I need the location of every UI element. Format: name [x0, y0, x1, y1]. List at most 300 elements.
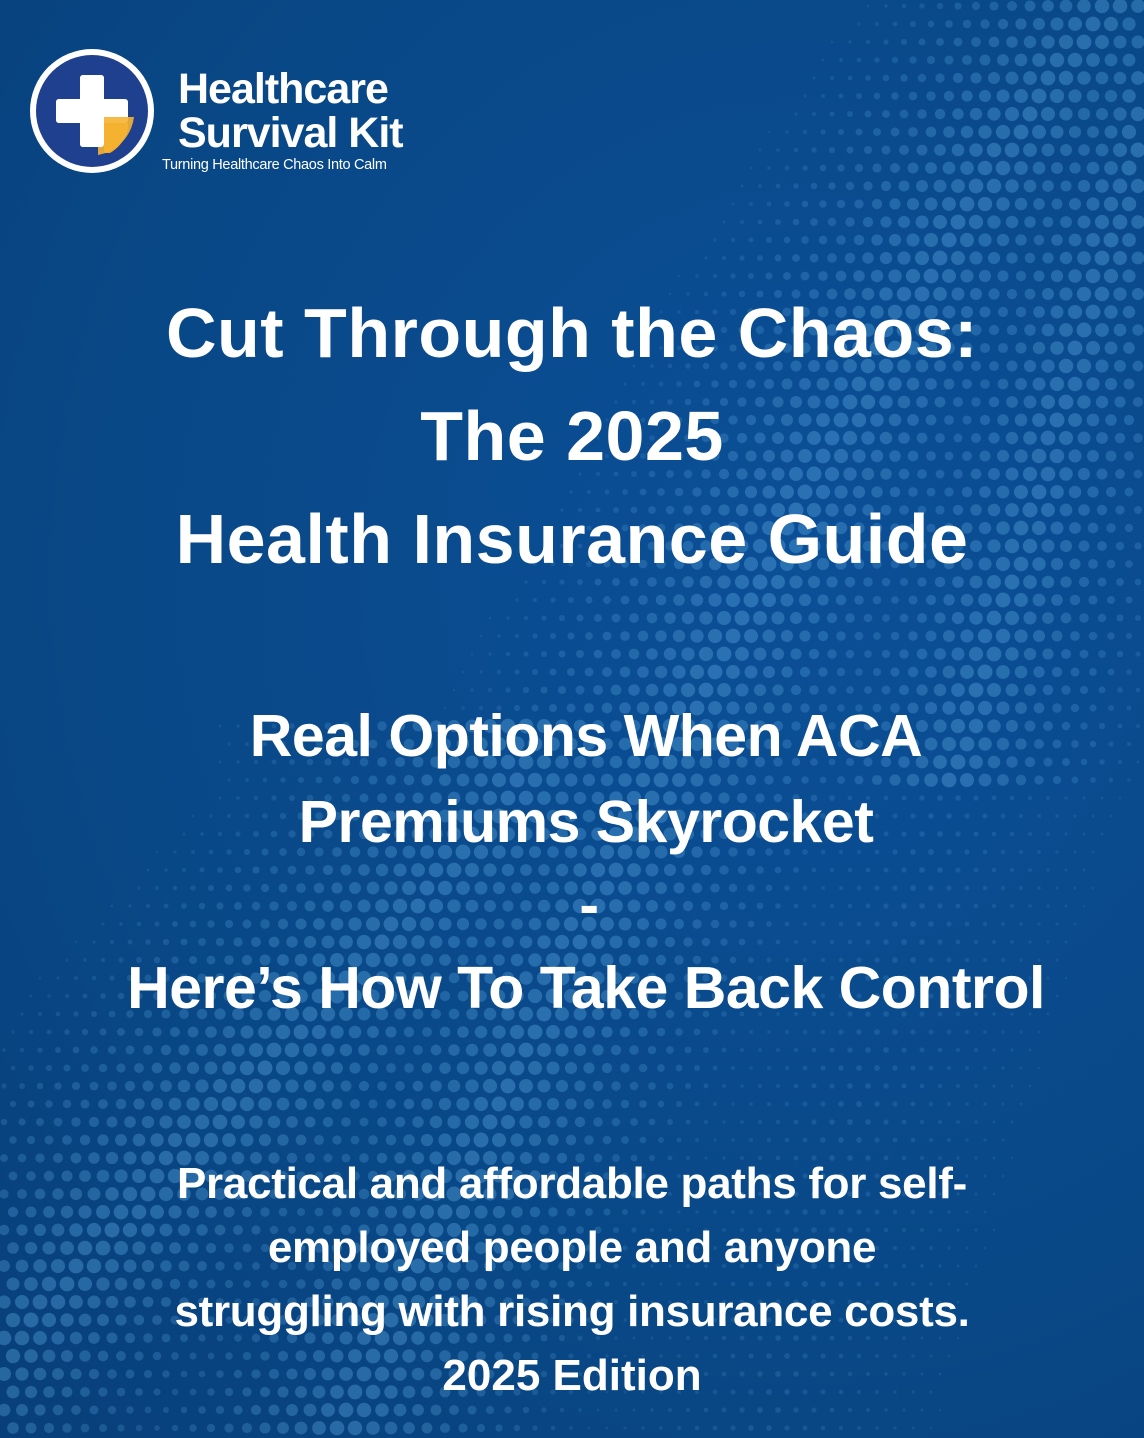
decorative-dot: [546, 1061, 559, 1074]
decorative-dot: [954, 38, 963, 47]
decorative-dot: [603, 632, 612, 641]
decorative-dot: [882, 650, 890, 658]
decorative-dot: [1, 1119, 8, 1126]
decorative-dot: [1070, 595, 1080, 605]
decorative-dot: [655, 630, 667, 642]
decorative-dot: [1059, 71, 1073, 85]
decorative-dot: [771, 611, 784, 624]
decorative-dot: [744, 593, 759, 608]
decorative-dot: [837, 164, 844, 171]
decorative-dot: [655, 666, 667, 678]
decorative-dot: [97, 1134, 108, 1145]
decorative-dot: [783, 272, 791, 280]
decorative-dot: [813, 77, 816, 80]
decorative-dot: [646, 648, 658, 660]
decorative-dot: [430, 1116, 442, 1128]
decorative-dot: [586, 597, 593, 604]
decorative-dot: [594, 650, 603, 659]
decorative-dot: [857, 22, 860, 25]
decorative-dot: [803, 94, 806, 97]
decorative-dot: [951, 215, 966, 230]
decorative-dot: [528, 1097, 541, 1110]
decorative-dot: [676, 1101, 682, 1107]
decorative-dot: [501, 1079, 516, 1094]
decorative-dot: [205, 1062, 218, 1075]
decorative-dot: [785, 1138, 790, 1143]
decorative-dot: [735, 611, 750, 626]
decorative-dot: [524, 616, 528, 620]
decorative-dot: [1113, 107, 1126, 120]
decorative-dot: [820, 165, 826, 171]
decorative-dot: [799, 594, 811, 606]
decorative-dot: [304, 1116, 315, 1127]
decorative-dot: [874, 93, 881, 100]
decorative-dot: [767, 1066, 771, 1070]
decorative-dot: [900, 74, 907, 81]
decorative-dot: [45, 1100, 53, 1108]
decorative-dot: [44, 1423, 54, 1433]
decorative-dot: [639, 1100, 647, 1108]
decorative-dot: [629, 1045, 638, 1054]
decorative-dot: [945, 20, 953, 28]
decorative-dot: [1011, 1085, 1014, 1088]
decorative-dot: [952, 648, 965, 661]
decorative-dot: [898, 216, 910, 228]
decorative-dot: [893, 1426, 896, 1429]
decorative-dot: [1068, 17, 1082, 31]
decorative-dot: [483, 1115, 498, 1130]
decorative-dot: [865, 1047, 871, 1053]
decorative-dot: [1025, 253, 1035, 263]
decorative-dot: [929, 1102, 933, 1106]
decorative-dot: [519, 1115, 532, 1128]
decorative-dot: [465, 1079, 478, 1092]
decorative-dot: [314, 1135, 324, 1145]
decorative-dot: [960, 269, 973, 282]
decorative-dot: [996, 161, 1011, 176]
decorative-dot: [640, 1137, 647, 1144]
decorative-dot: [908, 667, 918, 677]
decorative-dot: [748, 273, 754, 279]
decorative-dot: [1077, 35, 1092, 50]
decorative-dot: [1005, 107, 1019, 121]
decorative-dot: [550, 633, 556, 639]
decorative-dot: [567, 668, 575, 676]
decorative-dot: [902, 4, 907, 9]
decorative-dot: [358, 1044, 370, 1056]
decorative-dot: [1038, 1031, 1041, 1034]
decorative-dot: [549, 668, 556, 675]
decorative-dot: [1052, 667, 1062, 677]
decorative-dot: [1069, 198, 1081, 210]
decorative-dot: [125, 1081, 135, 1091]
decorative-dot: [758, 220, 763, 225]
decorative-dot: [1096, 72, 1109, 85]
decorative-dot: [744, 665, 757, 678]
decorative-dot: [942, 197, 956, 211]
decorative-dot: [438, 1133, 451, 1146]
decorative-dot: [969, 215, 983, 229]
decorative-dot: [1088, 595, 1097, 604]
decorative-dot: [169, 1062, 180, 1073]
decorative-dot: [781, 630, 793, 642]
decorative-dot: [801, 272, 810, 281]
decorative-dot: [767, 202, 772, 207]
decorative-dot: [776, 1048, 780, 1052]
decorative-dot: [231, 1079, 246, 1094]
decorative-dot: [285, 1079, 298, 1092]
decorative-dot: [881, 181, 891, 191]
decorative-dot: [854, 235, 864, 245]
decorative-dot: [845, 217, 854, 226]
decorative-dot: [708, 665, 723, 680]
decorative-dot: [1122, 269, 1135, 282]
decorative-dot: [803, 1066, 808, 1071]
decorative-dot: [974, 1084, 978, 1088]
decorative-dot: [970, 72, 981, 83]
decorative-dot: [523, 651, 528, 656]
decorative-dot: [195, 1115, 210, 1130]
decorative-dot: [629, 613, 639, 623]
decorative-dot: [802, 165, 808, 171]
decorative-dot: [161, 1045, 171, 1055]
decorative-dot: [987, 107, 1000, 120]
decorative-dot: [1122, 89, 1136, 103]
decorative-dot: [1038, 1067, 1041, 1070]
decorative-dot: [845, 613, 854, 622]
decorative-dot: [606, 1427, 609, 1430]
decorative-dot: [772, 648, 784, 660]
decorative-dot: [812, 1408, 817, 1413]
decorative-dot: [1029, 1085, 1032, 1088]
decorative-dot: [731, 1102, 734, 1105]
decorative-dot: [699, 611, 712, 624]
decorative-dot: [26, 1423, 37, 1434]
decorative-dot: [906, 233, 919, 246]
decorative-dot: [1089, 632, 1098, 641]
decorative-dot: [474, 1133, 489, 1148]
decorative-dot: [294, 1061, 307, 1074]
decorative-dot: [559, 615, 565, 621]
decorative-dot: [812, 1048, 817, 1053]
decorative-dot: [969, 611, 982, 624]
decorative-dot: [943, 666, 956, 679]
decorative-dot: [731, 238, 735, 242]
decorative-dot: [960, 161, 974, 175]
decorative-dot: [908, 631, 918, 641]
decorative-dot: [880, 252, 892, 264]
decorative-dot: [811, 183, 818, 190]
decorative-dot: [349, 1062, 360, 1073]
description-line1: Practical and affordable paths for self-: [177, 1159, 967, 1208]
decorative-dot: [611, 1045, 621, 1055]
decorative-dot: [784, 201, 790, 207]
decorative-dot: [348, 1421, 362, 1435]
decorative-dot: [820, 1065, 825, 1070]
decorative-dot: [492, 1061, 506, 1075]
decorative-dot: [722, 1048, 727, 1053]
decorative-dot: [713, 1426, 718, 1431]
decorative-dot: [856, 1065, 862, 1071]
decorative-dot: [704, 256, 707, 259]
decorative-dot: [933, 251, 948, 266]
decorative-dot: [453, 689, 456, 692]
decorative-dot: [421, 1134, 433, 1146]
decorative-dot: [717, 647, 732, 662]
decorative-dot: [961, 126, 973, 138]
decorative-dot: [1104, 161, 1118, 175]
decorative-dot: [970, 108, 982, 120]
decorative-dot: [926, 631, 937, 642]
decorative-dot: [810, 218, 818, 226]
decorative-dot: [603, 1136, 612, 1145]
decorative-dot: [214, 1044, 227, 1057]
subtitle-dash: -: [579, 872, 599, 938]
decorative-dot: [1078, 180, 1090, 192]
decorative-dot: [189, 1424, 196, 1431]
decorative-dot: [195, 1079, 208, 1092]
decorative-dot: [802, 201, 809, 208]
decorative-dot: [537, 1043, 551, 1057]
decorative-dot: [578, 1408, 582, 1412]
decorative-dot: [63, 1100, 71, 1108]
decorative-dot: [222, 1097, 237, 1112]
decorative-dot: [1061, 649, 1071, 659]
decorative-dot: [1006, 216, 1018, 228]
decorative-dot: [1041, 107, 1055, 121]
decorative-dot: [925, 162, 937, 174]
decorative-dot: [943, 594, 954, 605]
decorative-dot: [98, 1099, 108, 1109]
decorative-dot: [505, 687, 510, 692]
decorative-dot: [908, 127, 918, 137]
decorative-dot: [927, 56, 935, 64]
decorative-dot: [169, 1098, 182, 1111]
decorative-dot: [1005, 143, 1020, 158]
decorative-dot: [694, 1065, 700, 1071]
decorative-dot: [915, 251, 929, 265]
decorative-dot: [558, 650, 565, 657]
decorative-dot: [1060, 252, 1072, 264]
decorative-dot: [704, 1120, 708, 1124]
subtitle-line2: Premiums Skyrocket: [298, 789, 874, 855]
decorative-dot: [855, 632, 864, 641]
decorative-dot: [952, 144, 965, 157]
decorative-dot: [996, 593, 1011, 608]
decorative-dot: [574, 1080, 585, 1091]
decorative-dot: [685, 1047, 692, 1054]
decorative-dot: [1033, 594, 1046, 607]
edition-label: 2025 Edition: [442, 1351, 702, 1400]
decorative-dot: [1126, 669, 1132, 675]
decorative-dot: [1132, 252, 1144, 265]
decorative-dot: [874, 57, 879, 62]
decorative-dot: [749, 1066, 753, 1070]
decorative-dot: [749, 1138, 753, 1142]
decorative-dot: [988, 72, 1000, 84]
decorative-dot: [784, 237, 791, 244]
decorative-dot: [758, 1120, 762, 1124]
decorative-dot: [890, 163, 900, 173]
decorative-dot: [690, 629, 703, 642]
decorative-dot: [750, 167, 753, 170]
decorative-dot: [996, 629, 1010, 643]
decorative-dot: [377, 1045, 388, 1056]
decorative-dot: [295, 1422, 308, 1435]
decorative-dot: [740, 1048, 744, 1052]
decorative-dot: [1006, 252, 1017, 263]
decorative-dot: [987, 179, 1001, 193]
decorative-dot: [1123, 54, 1136, 67]
decorative-dot: [1131, 107, 1144, 121]
decorative-dot: [1105, 90, 1117, 102]
decorative-dot: [847, 111, 853, 117]
decorative-dot: [847, 1047, 852, 1052]
decorative-dot: [1034, 235, 1045, 246]
decorative-dot: [676, 1137, 681, 1142]
decorative-dot: [1042, 0, 1054, 12]
decorative-dot: [648, 1082, 656, 1090]
decorative-dot: [1024, 180, 1037, 193]
decorative-dot: [987, 611, 1002, 626]
decorative-dot: [1015, 666, 1028, 679]
decorative-dot: [658, 1101, 665, 1108]
decorative-dot: [735, 647, 749, 661]
cover-title: [0, 282, 1144, 591]
decorative-dot: [1122, 17, 1135, 30]
decorative-dot: [956, 1048, 960, 1052]
decorative-dot: [1086, 53, 1100, 67]
decorative-dot: [934, 648, 946, 660]
decorative-dot: [395, 1081, 405, 1091]
decorative-dot: [1052, 199, 1063, 210]
decorative-dot: [856, 93, 862, 99]
decorative-dot: [983, 1138, 986, 1141]
decorative-dot: [1011, 1121, 1014, 1124]
decorative-dot: [456, 1097, 469, 1110]
decorative-dot: [1087, 162, 1100, 175]
brand-name: [178, 67, 403, 155]
decorative-dot: [492, 1133, 506, 1147]
decorative-dot: [366, 1421, 380, 1435]
decorative-dot: [1050, 125, 1063, 138]
decorative-dot: [892, 1101, 897, 1106]
decorative-dot: [576, 650, 584, 658]
decorative-dot: [836, 271, 847, 282]
decorative-dot: [811, 147, 816, 152]
decorative-dot: [630, 1118, 638, 1126]
decorative-dot: [1015, 198, 1028, 211]
decorative-dot: [510, 1097, 524, 1111]
decorative-dot: [934, 180, 947, 193]
decorative-dot: [1087, 90, 1099, 102]
decorative-dot: [565, 1098, 576, 1109]
decorative-dot: [1050, 53, 1064, 67]
decorative-dot: [63, 1064, 70, 1071]
decorative-dot: [947, 1066, 951, 1070]
decorative-dot: [1079, 613, 1089, 623]
decorative-dot: [911, 1138, 916, 1143]
decorative-dot: [956, 1120, 960, 1124]
decorative-dot: [880, 216, 891, 227]
decorative-dot: [1020, 1103, 1023, 1106]
decorative-dot: [831, 41, 834, 44]
decorative-dot: [519, 1079, 533, 1093]
decorative-dot: [368, 1063, 379, 1074]
decorative-dot: [1077, 71, 1091, 85]
brand-logo: [28, 47, 428, 187]
decorative-dot: [630, 1082, 639, 1091]
decorative-dot: [767, 1102, 771, 1106]
decorative-dot: [18, 1118, 25, 1125]
decorative-dot: [2, 1048, 6, 1052]
decorative-dot: [664, 648, 676, 660]
decorative-dot: [790, 648, 801, 659]
decorative-dot: [1015, 54, 1028, 67]
decorative-dot: [934, 144, 946, 156]
decorative-dot: [874, 1065, 880, 1071]
decorative-dot: [532, 633, 537, 638]
decorative-dot: [196, 1044, 208, 1056]
decorative-dot: [1015, 18, 1026, 29]
decorative-dot: [935, 73, 944, 82]
decorative-dot: [865, 1119, 871, 1125]
decorative-dot: [249, 1079, 264, 1094]
decorative-dot: [695, 1138, 699, 1142]
decorative-dot: [749, 1102, 753, 1106]
decorative-dot: [883, 1047, 889, 1053]
decorative-dot: [1070, 667, 1079, 676]
decorative-dot: [1014, 125, 1029, 140]
decorative-dot: [828, 218, 837, 227]
decorative-dot: [430, 1080, 442, 1092]
decorative-dot: [902, 1408, 905, 1411]
decorative-dot: [27, 1136, 35, 1144]
decorative-dot: [971, 37, 981, 47]
decorative-dot: [846, 146, 853, 153]
brand-tagline: Turning Healthcare Chaos Into Calm: [162, 157, 387, 173]
decorative-dot: [648, 1046, 657, 1055]
decorative-dot: [685, 1119, 690, 1124]
cover-subtitle: [0, 693, 1144, 1031]
decorative-dot: [965, 1102, 969, 1106]
decorative-dot: [506, 652, 510, 656]
decorative-dot: [1131, 35, 1144, 48]
decorative-dot: [889, 234, 901, 246]
decorative-dot: [1104, 125, 1117, 138]
decorative-dot: [960, 197, 975, 212]
decorative-dot: [7, 1422, 19, 1434]
decorative-dot: [1095, 179, 1108, 192]
decorative-dot: [612, 1118, 621, 1127]
decorative-dot: [667, 1083, 674, 1090]
decorative-dot: [1078, 216, 1091, 229]
decorative-dot: [821, 94, 825, 98]
decorative-dot: [925, 666, 937, 678]
decorative-dot: [803, 1102, 808, 1107]
decorative-dot: [978, 233, 991, 246]
decorative-dot: [538, 1116, 550, 1128]
decorative-dot: [532, 1425, 537, 1430]
decorative-dot: [839, 94, 844, 99]
decorative-dot: [917, 649, 928, 660]
decorative-dot: [960, 233, 974, 247]
decorative-dot: [126, 1046, 135, 1055]
decorative-dot: [673, 630, 685, 642]
decorative-dot: [1104, 269, 1118, 283]
decorative-dot: [1070, 631, 1080, 641]
decorative-dot: [847, 1119, 853, 1125]
